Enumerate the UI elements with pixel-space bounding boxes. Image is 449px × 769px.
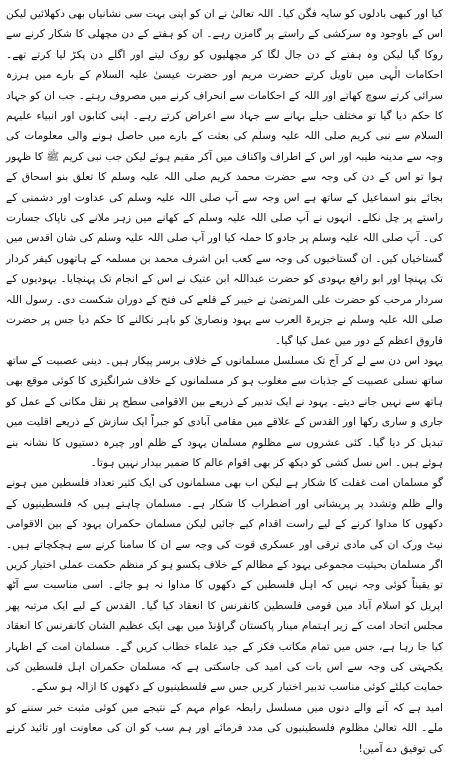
article-paragraph-3: گو مسلمان امت غفلت کا شکار ہے لیکن اب بھی مسلمانوں کی ایک کثیر تعداد فلسطین میں ہونے والے ظلم وتشدد پر پریشانی اور اضطراب کا شکار ہے۔ مسلمان چاہتے ہیں کہ فلسطینیوں کے دکھوں کا مداوا کرنے کے لیے راست اقدام کیے جائیں لیکن مسلمان حکمران یہود کے بین الاقوامی نیٹ ورک ان کی مادی ترقی اور عسکری قوت کی وجہ سے ان کا سامنا کرنے سے ہچکچاتے ہیں۔ اگر مسلمان بحیثیت مجموعی یہود کے مظالم کے خلاف یکسو ہو کر منظم حکمت عملی اختیار کریں تو یقیناً کوئی وجہ نہیں کہ اہل فلسطین کے دکھوں کا مداوا نہ ہو جائے۔ اسی مناسبت سے آٹھ اپریل کو اسلام آباد میں قومی فلسطین کانفرنس کا انعقاد کیا گیا۔ القدس کے لیے ایک مرتبہ پھر مجلس اتحاد امت کے زیر اہتمام مینار پاکستان گراؤنڈ میں بھی ایک عظیم الشان کانفرنس کا انعقاد کیا جا رہا ہے، جس میں تمام مکاتب فکر کے جید علماء خطاب کریں گے۔ مسلمان امت کے اظہار یکجہتی کی وجہ سے اس بات کی امید کی جاسکتی ہے کہ مسلمان حکمران اہل فلسطین کی حمایت کیلئے کوئی مناسب تدبیر اختیار کریں جس سے فلسطینیوں کے دکھوں کا ازالہ ہو سکے۔ bbox=[6, 477, 443, 694]
article-paragraph-2: یہود اس دن سے لے کر آج تک مسلسل مسلمانوں کے خلاف برسر پیکار ہیں۔ دینی عصبیت کے ساتھ ساتھ نسلی عصبیت کے جذبات سے مغلوب ہو کر مسلمانوں کے خلاف شرانگیزی کا کوئی موقع بھی ہاتھ سے نہیں جانے دیتے۔ یہود نے ایک تدبیر کے ذریعے بین الاقوامی سطح پر نقل مکانی کے عمل کو جاری و ساری رکھا اور القدس کے علاقے میں مقامی آبادی کو جبراً ایک سازش کے ذریعے اقلیت میں تبدیل کر دیا گیا۔ کئی عشروں سے مظلوم مسلمان یہود کے ظلم اور چیرہ دستیوں کا نشانہ بنے ہوئے ہیں۔ اس نسل کشی کو دیکھ کر بھی اقوام عالم کا ضمیر بیدار نہیں ہوتا۔ bbox=[6, 354, 443, 469]
article-paragraph-4: امید ہے کہ آنے والے دنوں میں مسلسل رابطہ عوام مہم کے نتیجے میں کوئی مثبت خبر سننے کو ملے۔ اللہ تعالیٰ مظلوم فلسطینیوں کی مدد فرمائے اور ہم سب کو ان کی معاونت اور تائید کرنے کی توفیق دے آمین! bbox=[6, 701, 443, 755]
article-paragraph-1: کیا اور کبھی بادلوں کو سایہ فگن کیا۔ اللہ تعالیٰ نے ان کو اپنی بہت سی نشانیاں بھی دکھلائیں لیکن اس کے باوجود وہ سرکشی کے راستے پر گامزن رہے۔ ان کو ہفتے کے دن مچھلی کا شکار کرنے سے روکا گیا لیکن وہ ہفتے کے دن جال لگا کر مچھلیوں کو روک لیتے اور اگلے دن پکڑ لیا کرتے تھے۔ احکامات الٰہی میں تاویل کرتے حضرت مریم اور حضرت عیسیٰ علیہ السلام کے بارے میں ہرزہ سرائی کرتے سوچ کھاتے اور اللہ کے احکامات سے انحراف کرنے میں مصروف رہتے۔ جب ان کو جہاد کا حکم دیا گیا تو مختلف حیلے بہانے سے جہاد سے اعراض کرتے رہے۔ اپنی کتابوں اور انبیاء علیہم السلام سے نبی کریم صلی اللہ علیہ وسلم کی بعثت کے بارے میں حاصل ہونے والی معلومات کی وجہ سے مدینہ طیبہ اور اس کے اطراف واکناف میں آکر مقیم ہوئے لیکن جب نبی کریم ﷺ کا ظہور ہوا تو اس کے دن کی وجہ سے حضرت محمد کریم صلی اللہ علیہ وسلم کا تعلق بنو اسحاق کے بجائے بنو اسماعیل کے ساتھ ہے اس وجہ سے آپ صلی اللہ علیہ وسلم کی عداوت اور دشمنی کے راستے پر چل نکلے۔ انہوں نے آپ صلی اللہ علیہ وسلم کے کھانے میں زہر ملانے کی ناپاک جسارت کی۔ آپ صلی اللہ علیہ وسلم پر جادو کا حملہ کیا اور آپ صلی اللہ علیہ وسلم کی شان اقدس میں گستاخیاں کیں۔ ان گستاخیوں کی وجہ سے کعب ابن اشرف محمد بن مسلمہ کے ہاتھوں کیفر کردار تک پہنچا اور ابو رافع یہودی کو حضرت عبداللہ ابن عتیک نے اس کے انجام تک پہنچایا۔ یہودیوں کے سردار مرحب کو حضرت علی المرتضیٰ نے خیبر کے قلعے کی فتح کے دوران شکست دی۔ رسول اللہ صلی اللہ علیہ وسلم نے جزیرۃ العرب سے یہود ونصاریٰ کو باہر نکالنے کا حکم دیا جس پر حضرت فاروق اعظم کے دور میں عمل کیا گیا۔ bbox=[6, 8, 443, 347]
